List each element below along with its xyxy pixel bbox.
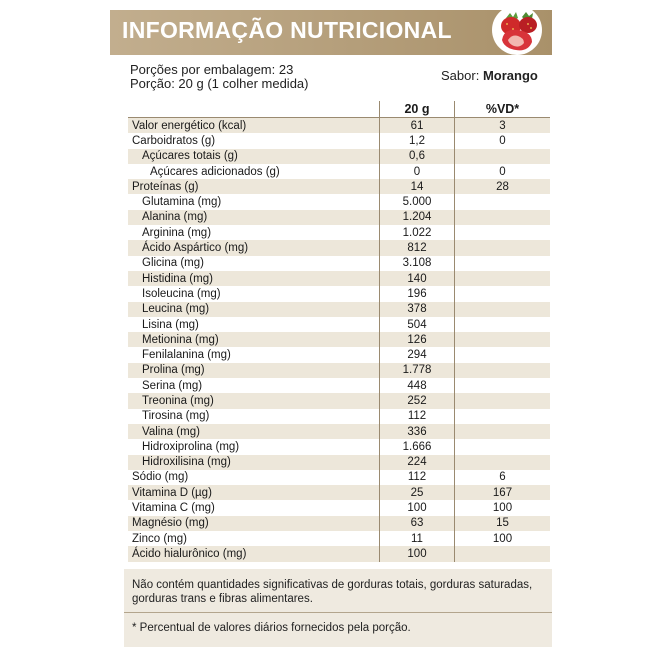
nutrient-vd — [455, 317, 551, 332]
nutrient-amount: 252 — [380, 393, 455, 408]
nutrient-vd — [455, 409, 551, 424]
nutrient-name: Hidroxilisina (mg) — [128, 455, 380, 470]
nutrient-amount: 5.000 — [380, 194, 455, 209]
nutrient-amount: 0 — [380, 164, 455, 179]
nutrient-amount: 112 — [380, 470, 455, 485]
portion-size: Porção: 20 g (1 colher medida) — [130, 76, 309, 91]
table-row — [128, 470, 550, 485]
nutrient-name: Carboidratos (g) — [132, 134, 216, 147]
table-row — [128, 455, 550, 470]
nutrient-name: Magnésio (mg) — [128, 516, 380, 531]
nutrient-vd: 0 — [499, 134, 506, 147]
nutrient-name: Alanina (mg) — [128, 210, 380, 225]
nutrient-amount: 3.108 — [380, 256, 455, 271]
footnote-text: Não contém quantidades significativas de gorduras totais, gorduras saturadas, gorduras trans e fibras alimentares. — [132, 579, 533, 605]
table-row — [128, 500, 550, 515]
header-nutrient — [128, 101, 380, 118]
page-title: INFORMAÇÃO NUTRICIONAL — [122, 17, 452, 43]
flavor — [441, 68, 538, 83]
nutrient-amount: 1,2 — [380, 133, 455, 148]
nutrient-vd — [455, 271, 551, 286]
nutrient-name: Serina (mg) — [142, 379, 203, 392]
nutrient-amount: 0,6 — [380, 149, 455, 164]
nutrient-amount: 63 — [380, 516, 455, 531]
table-row — [128, 286, 550, 301]
nutrient-amount: 25 — [380, 485, 455, 500]
nutrient-name: Açúcares totais (g) — [128, 149, 380, 164]
nutrient-amount: 504 — [380, 317, 455, 332]
nutrient-vd — [455, 286, 551, 301]
footnote-box — [124, 569, 552, 612]
nutrient-amount: 126 — [380, 332, 455, 347]
nutrient-name: Histidina (mg) — [128, 271, 380, 286]
flavor-label: Sabor: — [441, 68, 480, 83]
nutrient-name: Ácido hialurônico (mg) — [128, 546, 380, 561]
vd-footnote-text: * Percentual de valores diários fornecidos pela porção. — [132, 622, 411, 634]
nutrient-vd: 6 — [499, 471, 506, 484]
serving-info — [130, 63, 308, 91]
nutrient-vd: 167 — [455, 485, 551, 500]
nutrient-name: Lisina (mg) — [142, 318, 199, 331]
nutrient-vd — [455, 363, 551, 378]
strawberry-icon — [488, 4, 546, 56]
nutrient-vd — [455, 439, 551, 454]
nutrition-rows — [128, 118, 550, 562]
nutrient-vd — [455, 393, 551, 408]
nutrient-name: Açúcares adicionados (g) — [150, 165, 280, 178]
table-row — [128, 409, 550, 424]
table-row — [128, 210, 550, 225]
nutrient-vd — [455, 256, 551, 271]
table-row — [128, 225, 550, 240]
nutrient-vd — [455, 210, 551, 225]
nutrient-amount: 812 — [380, 240, 455, 255]
nutrient-vd — [455, 332, 551, 347]
nutrient-vd — [455, 194, 551, 209]
header-amount: 20 g — [380, 101, 455, 118]
table-row — [128, 516, 550, 531]
nutrient-vd — [455, 455, 551, 470]
nutrient-name: Glicina (mg) — [142, 257, 204, 270]
nutrient-amount: 294 — [380, 347, 455, 362]
vd-footnote-box — [124, 612, 552, 647]
table-row — [128, 179, 550, 194]
nutrient-vd — [455, 225, 551, 240]
table-row — [128, 133, 550, 148]
table-row — [128, 546, 550, 561]
table-row — [128, 485, 550, 500]
table-row — [128, 256, 550, 271]
nutrient-vd — [455, 302, 551, 317]
nutrient-name: Valina (mg) — [128, 424, 380, 439]
nutrient-amount: 140 — [380, 271, 455, 286]
nutrition-table — [128, 101, 550, 562]
table-row — [128, 378, 550, 393]
nutrient-name: Valor energético (kcal) — [128, 118, 380, 134]
nutrient-name: Prolina (mg) — [128, 363, 380, 378]
nutrient-amount: 336 — [380, 424, 455, 439]
nutrient-vd: 28 — [455, 179, 551, 194]
nutrient-name: Proteínas (g) — [128, 179, 380, 194]
portions-per-package: Porções por embalagem: 23 — [130, 62, 294, 77]
nutrient-amount: 1.778 — [380, 363, 455, 378]
table-row — [128, 149, 550, 164]
nutrient-vd — [455, 347, 551, 362]
nutrient-name: Sódio (mg) — [132, 471, 189, 484]
nutrient-name: Vitamina C (mg) — [132, 502, 215, 515]
table-row — [128, 332, 550, 347]
nutrient-name: Isoleucina (mg) — [142, 287, 221, 300]
nutrient-vd: 3 — [455, 118, 551, 134]
nutrient-amount: 14 — [380, 179, 455, 194]
table-row — [128, 302, 550, 317]
nutrient-amount: 378 — [380, 302, 455, 317]
nutrient-name: Zinco (mg) — [132, 532, 187, 545]
nutrient-name: Metionina (mg) — [128, 332, 380, 347]
nutrient-vd — [455, 546, 551, 561]
nutrient-amount: 1.022 — [380, 225, 455, 240]
table-row — [128, 393, 550, 408]
nutrient-vd — [455, 378, 551, 393]
nutrient-name: Hidroxiprolina (mg) — [142, 440, 240, 453]
nutrient-vd — [455, 424, 551, 439]
nutrient-vd — [455, 149, 551, 164]
nutrient-name: Tirosina (mg) — [142, 410, 210, 423]
table-header-row — [128, 101, 550, 118]
nutrient-name: Leucina (mg) — [128, 302, 380, 317]
nutrient-amount: 100 — [380, 500, 455, 515]
table-row — [128, 164, 550, 179]
nutrient-name: Glutamina (mg) — [142, 196, 222, 209]
nutrient-name: Fenilalanina (mg) — [142, 349, 231, 362]
table-row — [128, 118, 550, 134]
nutrient-amount: 224 — [380, 455, 455, 470]
nutrient-amount: 196 — [380, 286, 455, 301]
table-row — [128, 347, 550, 362]
nutrient-amount: 1.666 — [380, 439, 455, 454]
nutrient-amount: 448 — [380, 378, 455, 393]
nutrient-name: Vitamina D (µg) — [128, 485, 380, 500]
table-row — [128, 439, 550, 454]
table-row — [128, 531, 550, 546]
nutrient-vd: 0 — [499, 165, 506, 178]
table-row — [128, 271, 550, 286]
nutrient-amount: 61 — [380, 118, 455, 134]
table-row — [128, 194, 550, 209]
table-row — [128, 424, 550, 439]
table-row — [128, 240, 550, 255]
nutrient-name: Ácido Aspártico (mg) — [128, 240, 380, 255]
nutrient-vd: 15 — [455, 516, 551, 531]
nutrient-amount: 1.204 — [380, 210, 455, 225]
header-vd: %VD* — [455, 101, 551, 118]
nutrient-vd — [455, 240, 551, 255]
flavor-value: Morango — [482, 68, 538, 83]
nutrient-vd: 100 — [492, 502, 513, 515]
nutrient-name: Treonina (mg) — [128, 393, 380, 408]
nutrient-amount: 11 — [380, 531, 455, 546]
nutrient-name: Arginina (mg) — [142, 226, 212, 239]
nutrient-amount: 100 — [380, 546, 455, 561]
nutrient-amount: 112 — [380, 409, 455, 424]
table-row — [128, 363, 550, 378]
nutrient-vd: 100 — [492, 532, 513, 545]
table-row — [128, 317, 550, 332]
